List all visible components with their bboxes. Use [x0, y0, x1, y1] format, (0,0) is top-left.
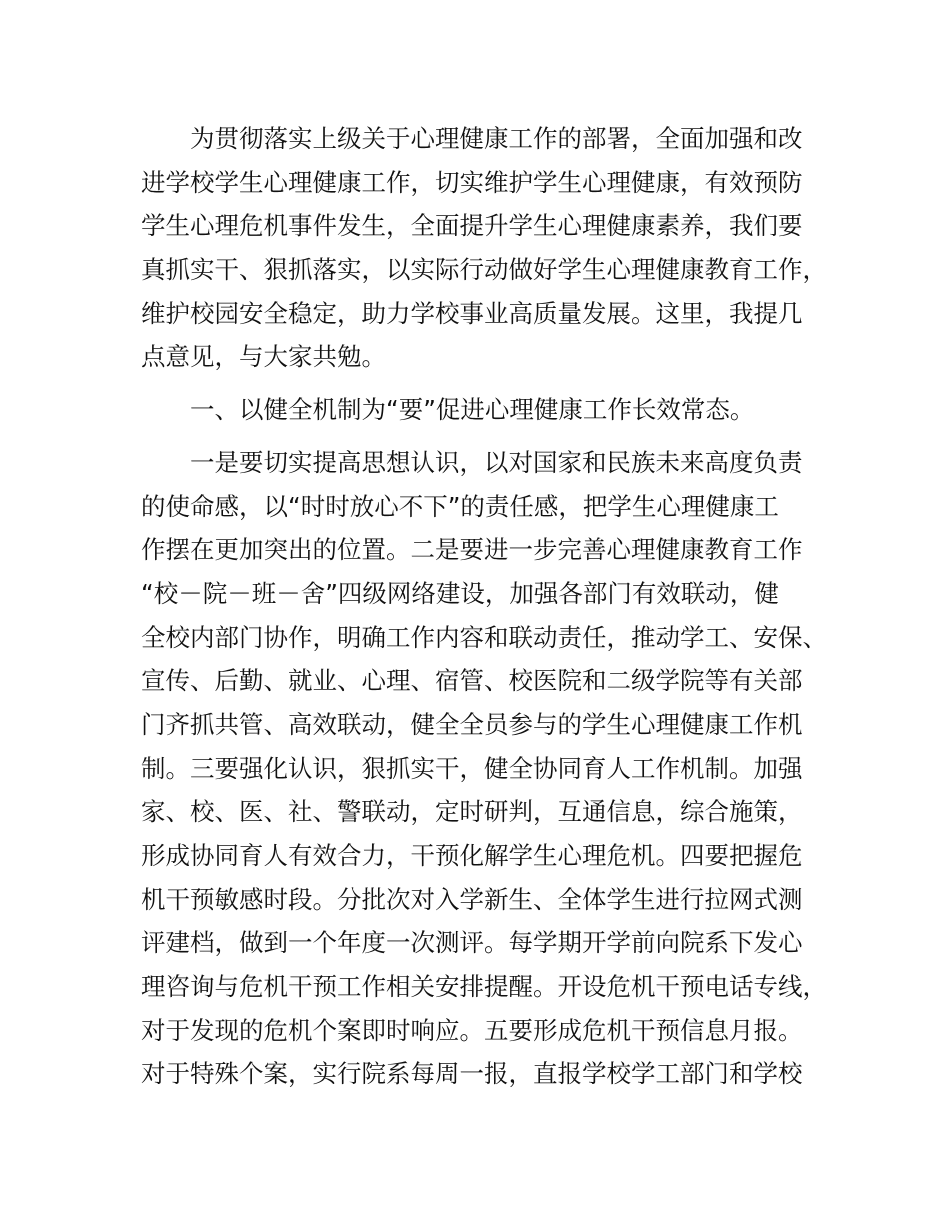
- text-line: 真抓实干、狠抓落实，以实际行动做好学生心理健康教育工作，: [141, 255, 827, 285]
- text-line: 对于发现的危机个案即时响应。五要形成危机干预信息月报。: [141, 1015, 803, 1045]
- document-body: [141, 117, 841, 1096]
- paragraph-intro: [141, 117, 841, 379]
- text-line: 对于特殊个案，实行院系每周一报，直报学校学工部门和学校: [141, 1059, 803, 1089]
- text-line: 门齐抓共管、高效联动，健全全员参与的学生心理健康工作机: [141, 709, 803, 739]
- text-line: 的使命感，以“时时放心不下”的责任感，把学生心理健康工: [141, 491, 779, 521]
- text-line: 全校内部门协作，明确工作内容和联动责任，推动学工、安保、: [141, 622, 827, 652]
- text-line: 评建档，做到一个年度一次测评。每学期开学前向院系下发心: [141, 928, 803, 958]
- heading-line: 一、以健全机制为“要”促进心理健康工作长效常态。: [141, 395, 755, 425]
- text-line: 点意见，与大家共勉。: [141, 342, 386, 372]
- text-line: 机干预敏感时段。分批次对入学新生、全体学生进行拉网式测: [141, 884, 803, 914]
- text-line: 为贯彻落实上级关于心理健康工作的部署，全面加强和改: [141, 124, 803, 153]
- text-line: 一是要切实提高思想认识，以对国家和民族未来高度负责: [141, 447, 803, 477]
- text-line: 形成协同育人有效合力，干预化解学生心理危机。四要把握危: [141, 841, 803, 870]
- text-line: 学生心理危机事件发生，全面提升学生心理健康素养，我们要: [141, 211, 803, 241]
- paragraph-body: [141, 441, 841, 1096]
- text-line: “校－院－班－舍”四级网络建设，加强各部门有效联动，健: [141, 578, 779, 608]
- text-line: 理咨询与危机干预工作相关安排提醒。开设危机干预电话专线，: [141, 972, 827, 1002]
- text-line: 宣传、后勤、就业、心理、宿管、校医院和二级学院等有关部: [141, 666, 803, 696]
- text-line: 家、校、医、社、警联动，定时研判，互通信息，综合施策，: [141, 797, 803, 827]
- section-heading: [141, 388, 841, 432]
- text-line: 进学校学生心理健康工作，切实维护学生心理健康，有效预防: [141, 167, 803, 197]
- text-line: 维护校园安全稳定，助力学校事业高质量发展。这里，我提几: [141, 298, 803, 328]
- text-line: 作摆在更加突出的位置。二是要进一步完善心理健康教育工作: [141, 535, 803, 565]
- text-line: 制。三要强化认识，狠抓实干，健全协同育人工作机制。加强: [141, 753, 803, 783]
